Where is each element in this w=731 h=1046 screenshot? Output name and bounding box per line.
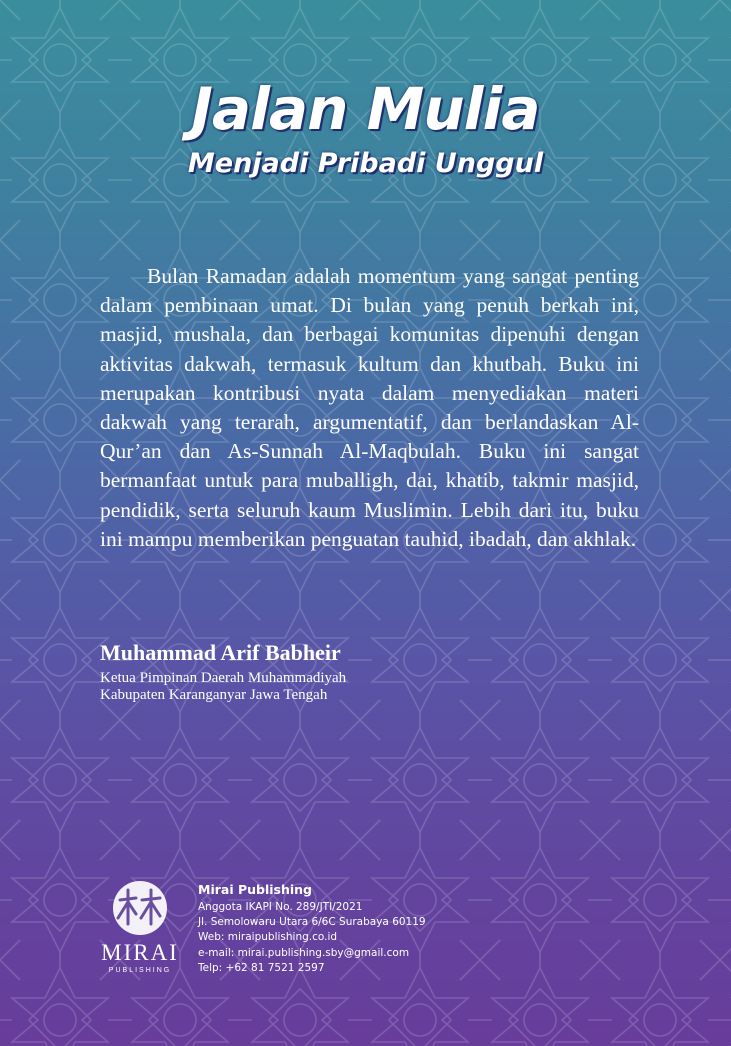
publisher-name: Mirai Publishing <box>198 882 313 897</box>
endorser-role-line-1: Ketua Pimpinan Daerah Muhammadiyah <box>100 670 347 686</box>
tree-calligraphy-icon <box>96 878 184 940</box>
publisher-logo <box>96 878 184 988</box>
blurb-text: Bulan Ramadan adalah momentum yang sangat penting dalam pembinaan umat. Di bulan yang penuh berkah ini, masjid, mushala, dan berbagai komunitas dipenuhi dengan aktivitas dakwah, termasuk kultum dan khutbah. Buku ini merupakan kontribusi nyata dalam menyediakan materi dakwah yang terarah, argumentatif, dan berlandaskan Al-Qur’an dan As-Sunnah Al-Maqbulah. Buku ini sangat bermanfaat untuk para muballigh, dai, khatib, takmir masjid, pendidik, serta seluruh kaum Muslimin. Lebih dari itu, buku ini mampu memberikan penguatan tauhid, ibadah, dan akhlak. <box>100 264 639 551</box>
book-title-block <box>0 72 731 182</box>
endorser-role <box>100 670 346 704</box>
publisher-phone: Telp: +62 81 7521 2597 <box>198 961 325 974</box>
publisher-address: Jl. Semolowaru Utara 6/6C Surabaya 60119 <box>198 916 426 929</box>
publisher-web: Web: miraipublishing.co.id <box>198 931 338 944</box>
logo-subtext: PUBLISHING <box>108 967 172 974</box>
book-title: Jalan Mulia <box>191 75 540 143</box>
book-subtitle: Menjadi Pribadi Unggul <box>187 148 544 179</box>
publisher-membership: Anggota IKAPI No. 289/JTI/2021 <box>198 901 363 913</box>
publisher-info <box>198 880 426 976</box>
logo-wordmark: MIRAI <box>101 940 179 965</box>
publisher-email: e-mail: mirai.publishing.sby@gmail.com <box>198 946 410 959</box>
endorser-role-line-2: Kabupaten Karanganyar Jawa Tengah <box>100 687 328 703</box>
endorser-name: Muhammad Arif Babheir <box>100 640 341 665</box>
